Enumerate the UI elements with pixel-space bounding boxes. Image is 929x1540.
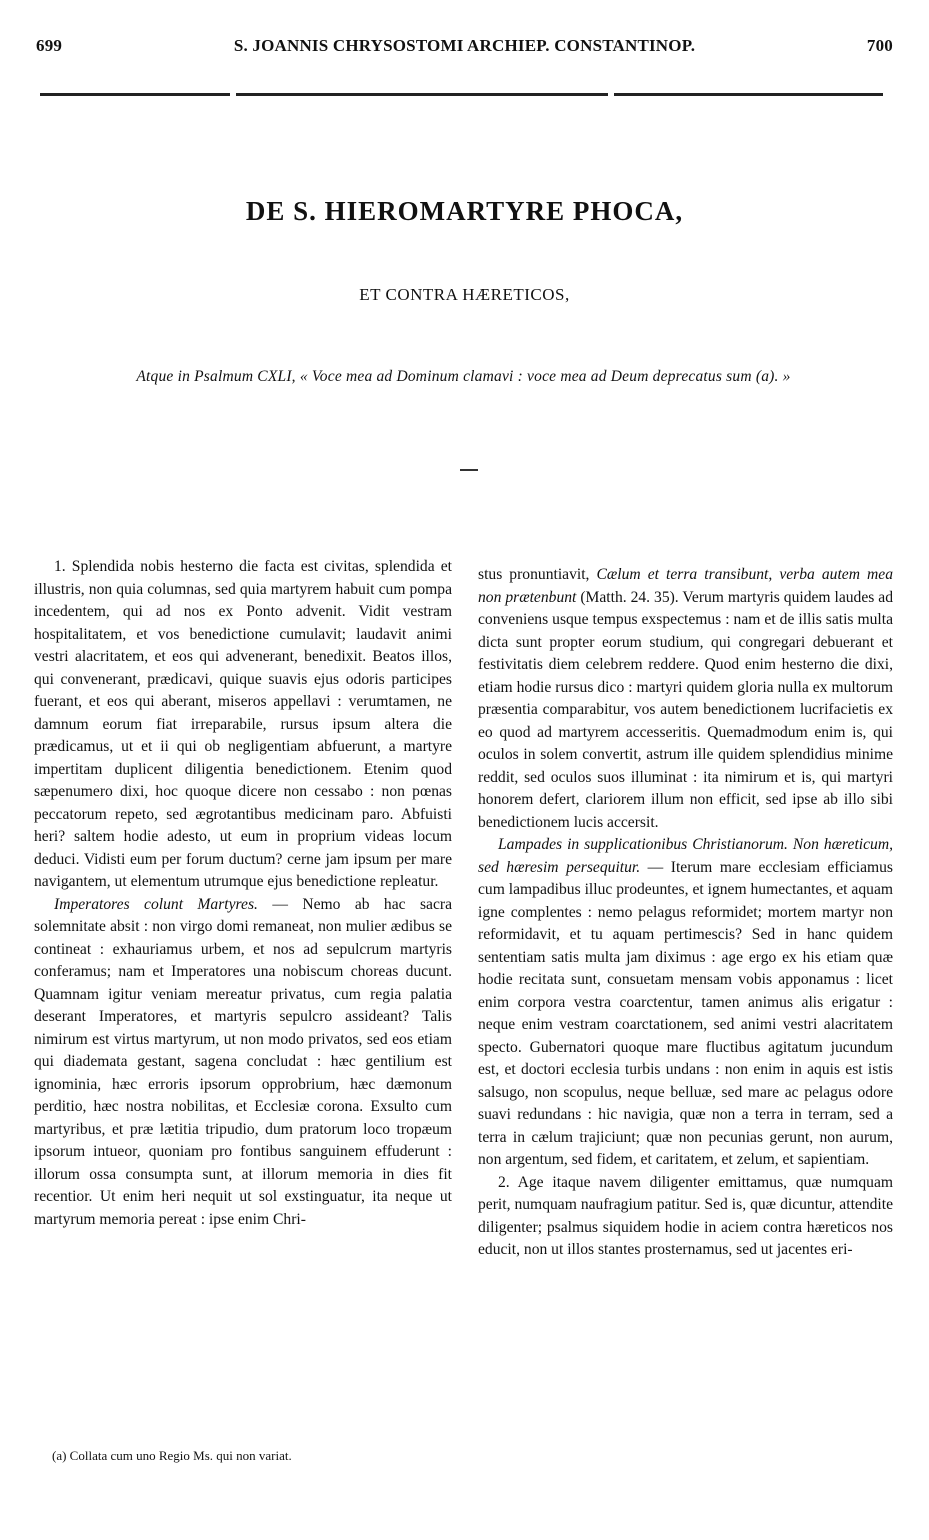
paragraph-1: 1. Splendida nobis hesterno die facta est civitas, splendida et illustris, non quia columnas, sed quia martyrem habuit cum pompa incedentem, qui ad nos ex Ponto advenit. Vidit vestram hospitalitatem, et vos benedictione cumulavit; laudavit animi vestri alacritatem, et eos qui advenerant, benedixit. Beatos illos, qui convenerant, prædicavi, quique suavis ejus odoris participes fuerant, et eos qui aberant, miseros appellavi : verumtamen, ne damnum eorum fiat irreparabile, rursus ipsum altera die prædicamus, ut et ii qui ob negligentiam abfuerunt, a martyre impertitam duplicent diligentia benedictionem. Etenim quod sæpenumero dixi, hoc quoque dicere non cessabo : non pœnas peccatorum repeto, sed ægrotantibus medicinam paro. Abfuisti heri? saltem hodie adesto, ut eum in proprium videas locum deduci. Vidisti eum per forum ductum? cerne jam ipsum per mare navigantem, ut elementum utrumque ejus benedictione repleatur.: [34, 558, 452, 890]
paragraph-2: 2. Age itaque navem diligenter emittamus, quæ numquam perit, numquam naufragium patitur. Sed is, quæ dicuntur, attendite diligenter; psalmus siquidem hodie in aciem contra hæreticos nos educit, non ut illos stantes prosternamus, sed ut jacentes eri-: [478, 1173, 893, 1258]
section-heading: Imperatores colunt Martyres.: [54, 895, 258, 913]
section-heading: Lampades in supplicationibus Christianorum. Non hæreticum, sed hæresim persequitur.: [478, 836, 893, 876]
running-title: S. JOANNIS CHRYSOSTOMI ARCHIEP. CONSTANTINOP.: [233, 36, 696, 55]
paragraph-body: — Nemo ab hac sacra solemnitate absit : non virgo domi remaneat, non mulier ædibus se contineat : exhauriamus urbem, et nos ad sepulcrum martyris conferamus; nam et Imperatores una nobiscum choreas ducunt. Quamnam igitur veniam mereatur privatus, cum regia palatia deserant Imperatores, et martyris sepulcro assideant? Talis nimirum est virtus martyrum, ut non modo privatos, sed eos etiam qui diademata gestant, sagena concludat : hæc gentilium est ignominia, hæc erroris ipsorum opprobrium, hæc dæmonum perditio, hæc nostra nobilitas, et Ecclesiæ corona. Exsulto cum martyribus, et præ lætitia tripudio, dum pratorum loco tropæum ipsorum intueor, quoniam pro fontibus sanguinem effuderunt : illorum ossa consumpta sunt, at illorum memoria in dies fit recentior. Ut enim heri nequit ut sol exstinguatur, ita neque ut martyrum memoria pereat : ipse enim Chri-: [34, 895, 452, 1228]
paragraph-lampades: [478, 834, 893, 1172]
paragraph-imperatores: [34, 894, 452, 1232]
page-number-right: 700: [866, 36, 893, 55]
paragraph-body: — Iterum mare ecclesiam efficiamus cum lampadibus illuc prodeuntes, et ignem humectantes, et aquam igne complentes : nemo pelagus reformidet; mortem martyr non reformidavit, et tu aquam pertimescis? Sed in hanc quidem sententiam satis multa jam diximus : age ergo ex his etiam quæ hodie recitata sunt, consuetam mensam vobis apponamus : licet enim corpora vestra coarctentur, tamen animus alis erigatur : neque enim vestram coarctationem, sed animi vestri alacritatem specto. Gubernatori quoque mare fluctibus agitatum jucundum est, et doctori ecclesia turbis undans : non enim in aquis est istis salsugo, non scopulus, neque belluæ, sed mare ac pelagus odore suavi redundans : hic navigia, quæ non a terra in terram, sed a terra in cælum trajiciunt; quæ non pecunias gerunt, non aurum, non argentum, sed fidem, et caritatem, et zelum, et sapientiam.: [478, 858, 893, 1168]
epigraph: Atque in Psalmum CXLI, « Voce mea ad Dominum clamavi : voce mea ad Deum deprecatus sum (a). »: [136, 368, 791, 385]
scripture-quote: Cælum et terra transibunt, verba autem mea non prætenbunt: [478, 566, 893, 606]
running-head: [36, 36, 893, 60]
page-number-left: 699: [36, 36, 63, 55]
right-column: [478, 564, 893, 1262]
sermon-title: DE S. HIEROMARTYRE PHOCA,: [245, 196, 684, 226]
paragraph-text: stus pronuntiavit,: [478, 566, 597, 583]
section-rule: [460, 469, 478, 471]
sermon-subtitle: ET CONTRA HÆRETICOS,: [359, 285, 570, 304]
paragraph-text: (Matth. 24. 35). Verum martyris quidem laudes ad conveniens usque tempus exspectemus : nam et de illis satis multa dicta sunt propter eorum studium, qui congregari debuerant et festivitatis diem celebrem reddere. Quod enim hesterno die dixi, etiam hodie rursus dico : martyri quidem gloria nulla ex multorum præsentia comparabitur, vos autem benedictionem lucrifacietis ex eo quod ad martyrem accesseritis. Quemadmodum enim is, qui oculos in solem convertit, astrum ille quidem splendidius minime reddit, sed oculos suos illuminat : ita nimirum et is, qui martyri honorem defert, clariorem illum non efficit, sed ipse ab illo sibi benedictionem lucis accersit.: [478, 588, 893, 831]
left-column: [34, 556, 452, 1231]
header-rule: [40, 93, 883, 96]
paragraph-continued: [478, 564, 893, 834]
footnote: (a) Collata cum uno Regio Ms. qui non variat.: [52, 1448, 292, 1463]
